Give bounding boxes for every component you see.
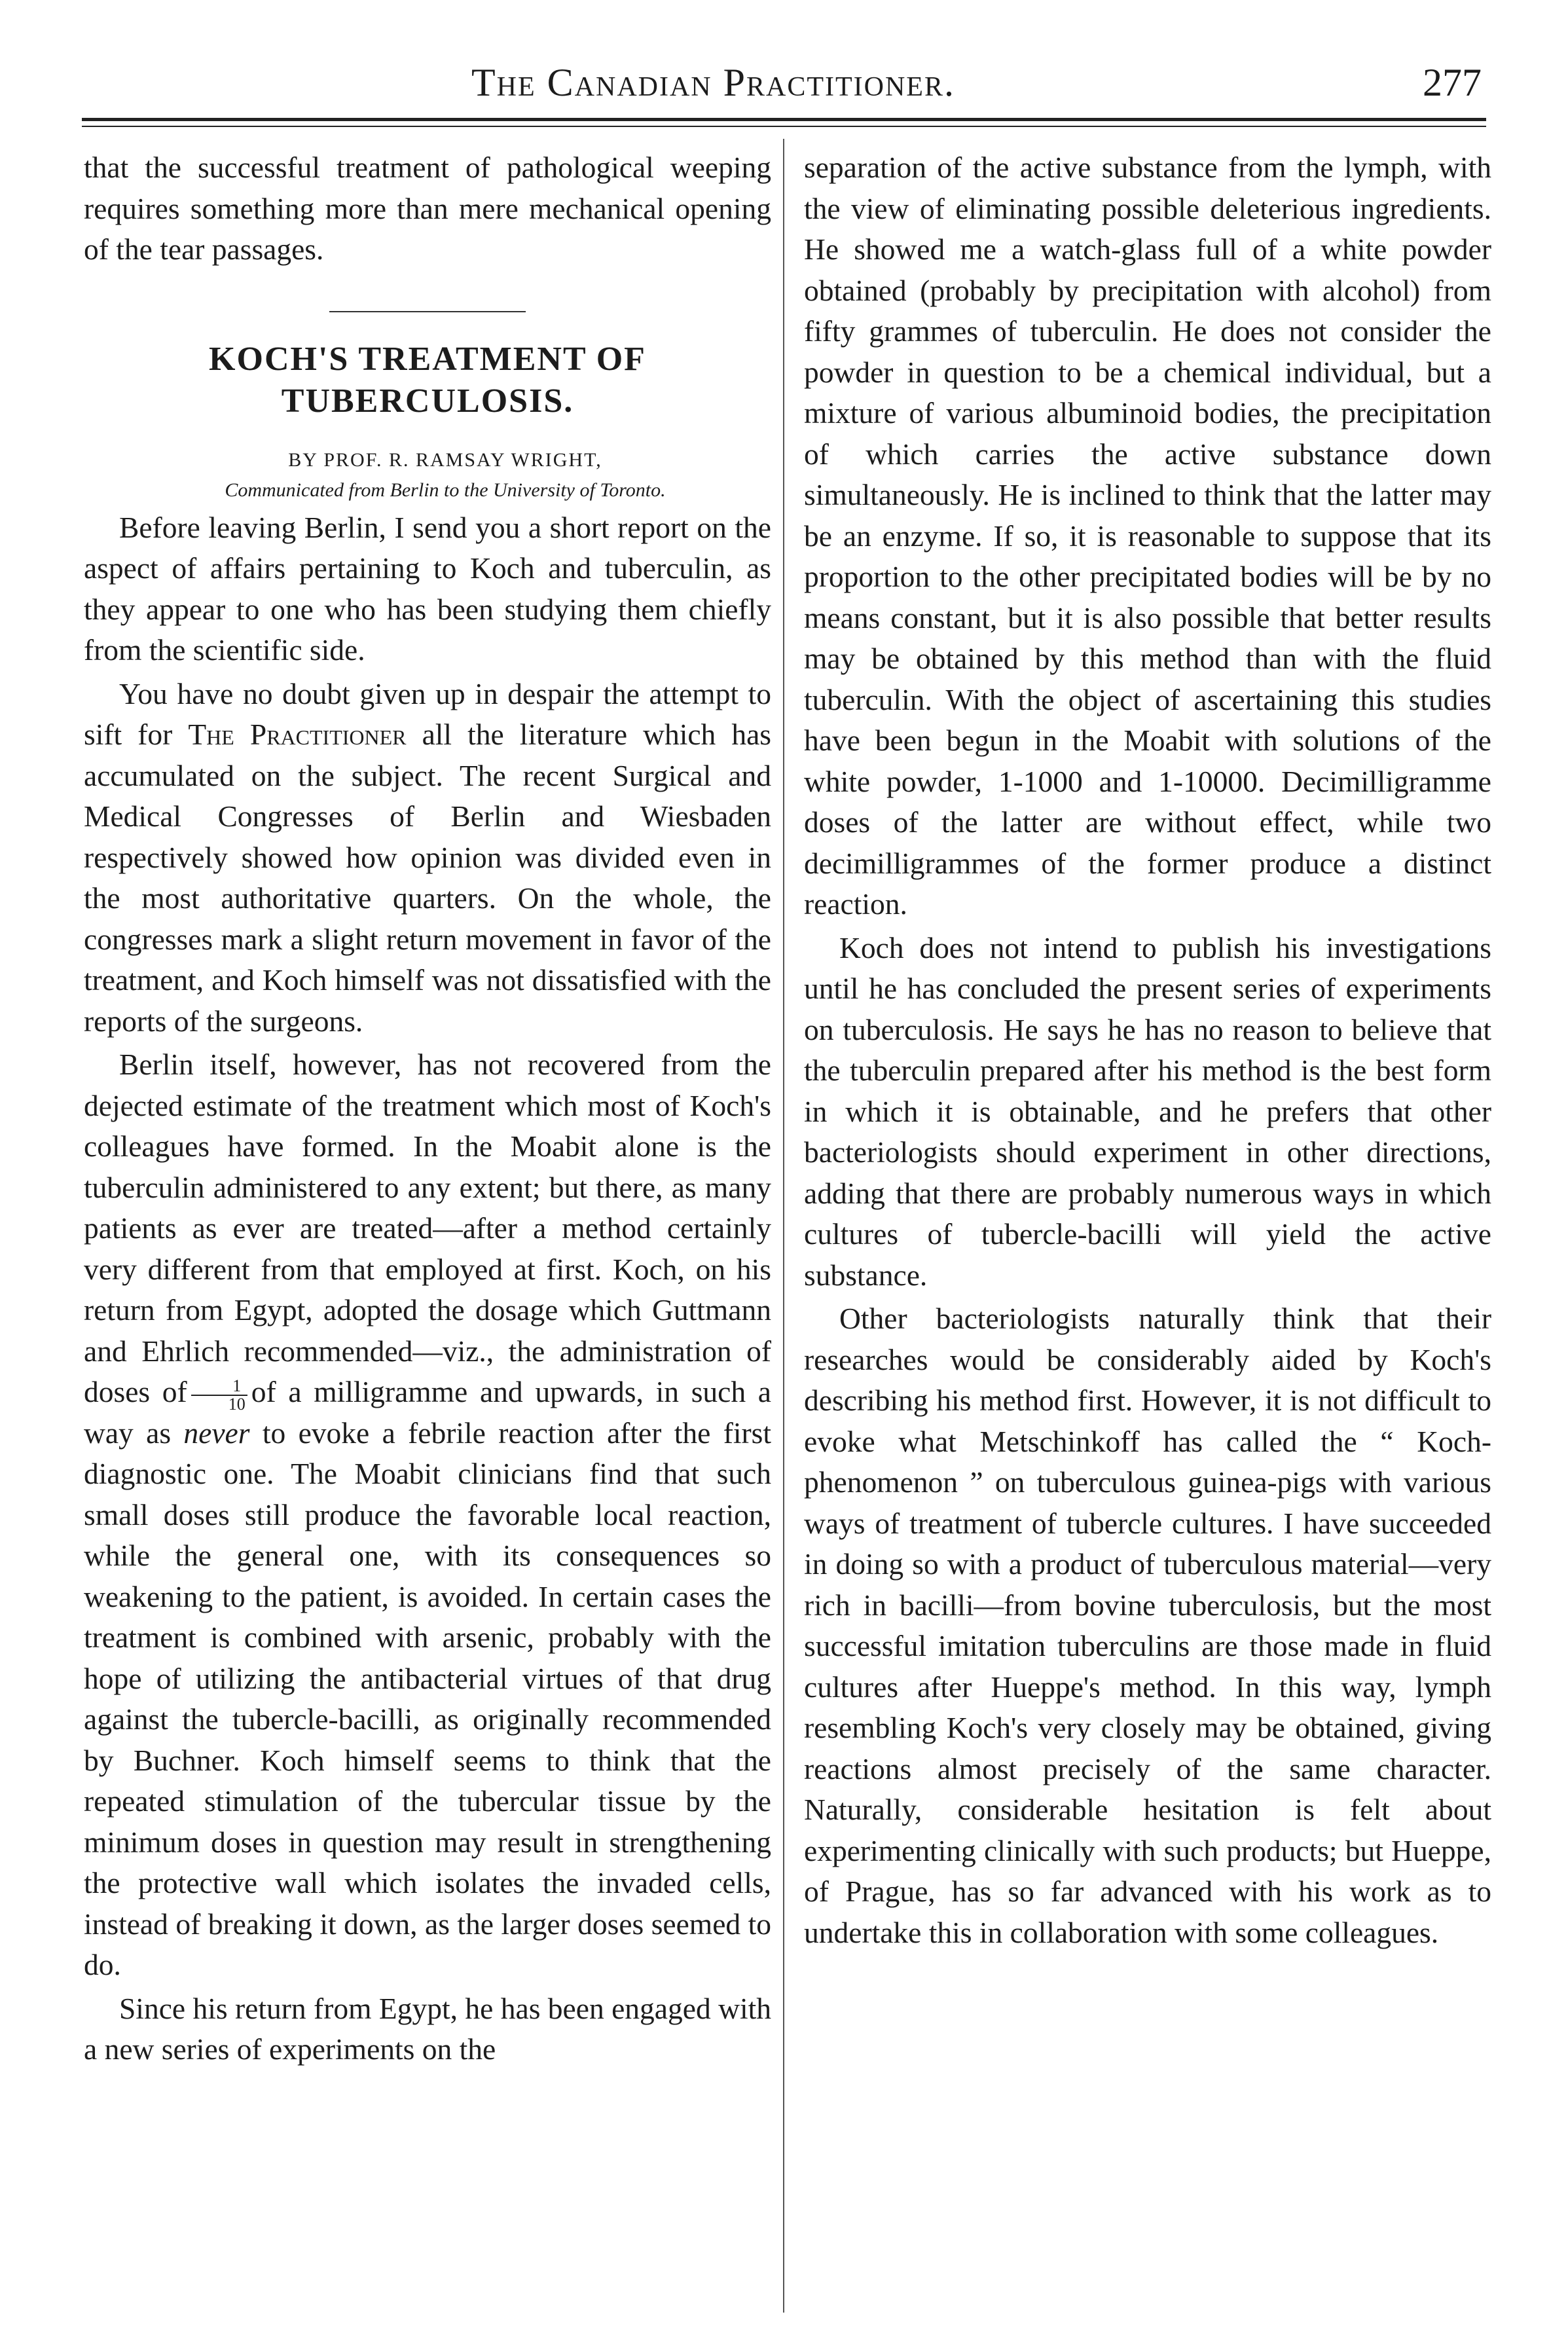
continuation-paragraph: that the successful treatment of pathological weeping requires something more than mere mechanical opening of the tear passages. (84, 151, 771, 266)
paragraph-text: of a milligramme and upwards, in such a way as (84, 1375, 771, 1450)
header-rule-thick (82, 118, 1486, 121)
page-number: 277 (1423, 61, 1482, 104)
right-column (804, 147, 1491, 1953)
section-divider (329, 311, 526, 312)
body-paragraph-3 (84, 1044, 771, 1986)
header-rule-thin (82, 126, 1486, 127)
left-column (84, 147, 771, 2070)
body-paragraph-2 (84, 674, 771, 1042)
paragraph-text: You have no doubt given up in despair the attempt to sift for (84, 676, 771, 751)
body-paragraph-6: Koch does not intend to publish his investigations until he has concluded the present series of experiments on tuberculosis. He says he has no reason to believe that the tuberculin prepared after his method is the best form in which it is obtainable, and he prefers that other bacteriologists should experiment in other directions, adding that there are probably numerous ways in which cultures of tubercle-bacilli will yield the active substance. (804, 930, 1491, 1292)
journal-name: The Practitioner (188, 718, 407, 751)
running-head (0, 60, 1568, 113)
body-paragraph-4: Since his return from Egypt, he has been engaged with a new series of experiments on the (84, 1991, 771, 2066)
column-divider (783, 139, 784, 2313)
fraction-numerator: 1 (191, 1378, 247, 1396)
paragraph-text: to evoke a febrile reaction after the first diagnostic one. The Moabit clinicians find that such small doses still produce the favorable local reaction, while the general one, with its consequences so weakening to the patient, is avoided. In certain cases the treatment is combined with arsenic, probably with the hope of utilizing the antibacterial virtues of that drug against the tubercle-bacilli, as originally recommended by Buchner. Koch himself seems to think that the repeated stimulation of the tubercular tissue by the minimum doses in question may result in strengthening the protective wall which isolates the invaded cells, instead of breaking it down, as the larger doses seemed to do. (84, 1416, 771, 1982)
body-paragraph-7: Other bacteriologists naturally think that their researches would be considerably aided by Koch's describing his method first. However, it is not difficult to evoke what Metschinkoff has called the “ Koch-phenomenon ” on tuberculous guinea-pigs with various ways of treatment of tubercle cultures. I have succeeded in doing so with a product of tuberculous material—very rich in bacilli—from bovine tuberculosis, but the most successful imitation tuberculins are those made in fluid cultures after Hueppe's method. In this way, lymph resembling Koch's very closely may be obtained, giving reactions almost precisely of the same character. Naturally, considerable hesitation is felt about experimenting clinically with such products; but Hueppe, of Prague, has so far advanced with his work as to undertake this in collaboration with some colleagues. (804, 1302, 1491, 1949)
dose-fraction (191, 1378, 247, 1413)
emphasis-never: never (183, 1416, 250, 1450)
author-byline: BY PROF. R. RAMSAY WRIGHT, (288, 449, 602, 471)
paragraph-text: all the literature which has accumulated on the subject. The recent Surgical and Medical Congresses of Berlin and Wiesbaden respectively showed how opinion was divided even in the most authoritative quarters. On the whole, the congresses mark a slight return movement in favor of the treatment, and Koch himself was not dissatisfied with the reports of the surgeons. (84, 718, 772, 1038)
body-paragraph-5: separation of the active substance from the lymph, with the view of eliminating possible deleterious ingredients. He showed me a watch-glass full of a white powder obtained (probably by precipitation with alcohol) from fifty grammes of tuberculin. He does not consider the powder in question to be a chemical individual, but a mixture of various albuminoid bodies, the precipitation of which carries the active substance down simultaneously. He is inclined to think that the latter may be an enzyme. If so, it is reasonable to suppose that its proportion to the other precipitated bodies will be by no means constant, but it is also possible that better results may be obtained by this method than with the fluid tuberculin. With the object of ascertaining this studies have been begun in the Moabit with solutions of the white powder, 1-1000 and 1-10000. Decimilligramme doses of the latter are without effect, while two decimilligrammes of the former produce a distinct reaction. (804, 151, 1491, 921)
body-paragraph-1: Before leaving Berlin, I send you a short report on the aspect of affairs pertaining to Koch and tuberculin, as they appear to one who has been studying them chiefly from the scientific side. (84, 510, 771, 667)
article-title: KOCH'S TREATMENT OF TUBERCULOSIS. (209, 340, 646, 420)
communicated-note: Communicated from Berlin to the University of Toronto. (225, 479, 666, 501)
paragraph-text: Berlin itself, however, has not recovered from the dejected estimate of the treatment which most of Koch's colleagues have formed. In the Moabit alone is the tuberculin administered to any extent; but there, as many patients as ever are treated—after a method certainly very different from that employed at first. Koch, on his return from Egypt, adopted the dosage which Guttmann and Ehrlich recommended—viz., the administration of doses of (84, 1048, 771, 1408)
running-title: The Canadian Practitioner. (471, 61, 955, 104)
fraction-denominator: 10 (228, 1394, 246, 1414)
